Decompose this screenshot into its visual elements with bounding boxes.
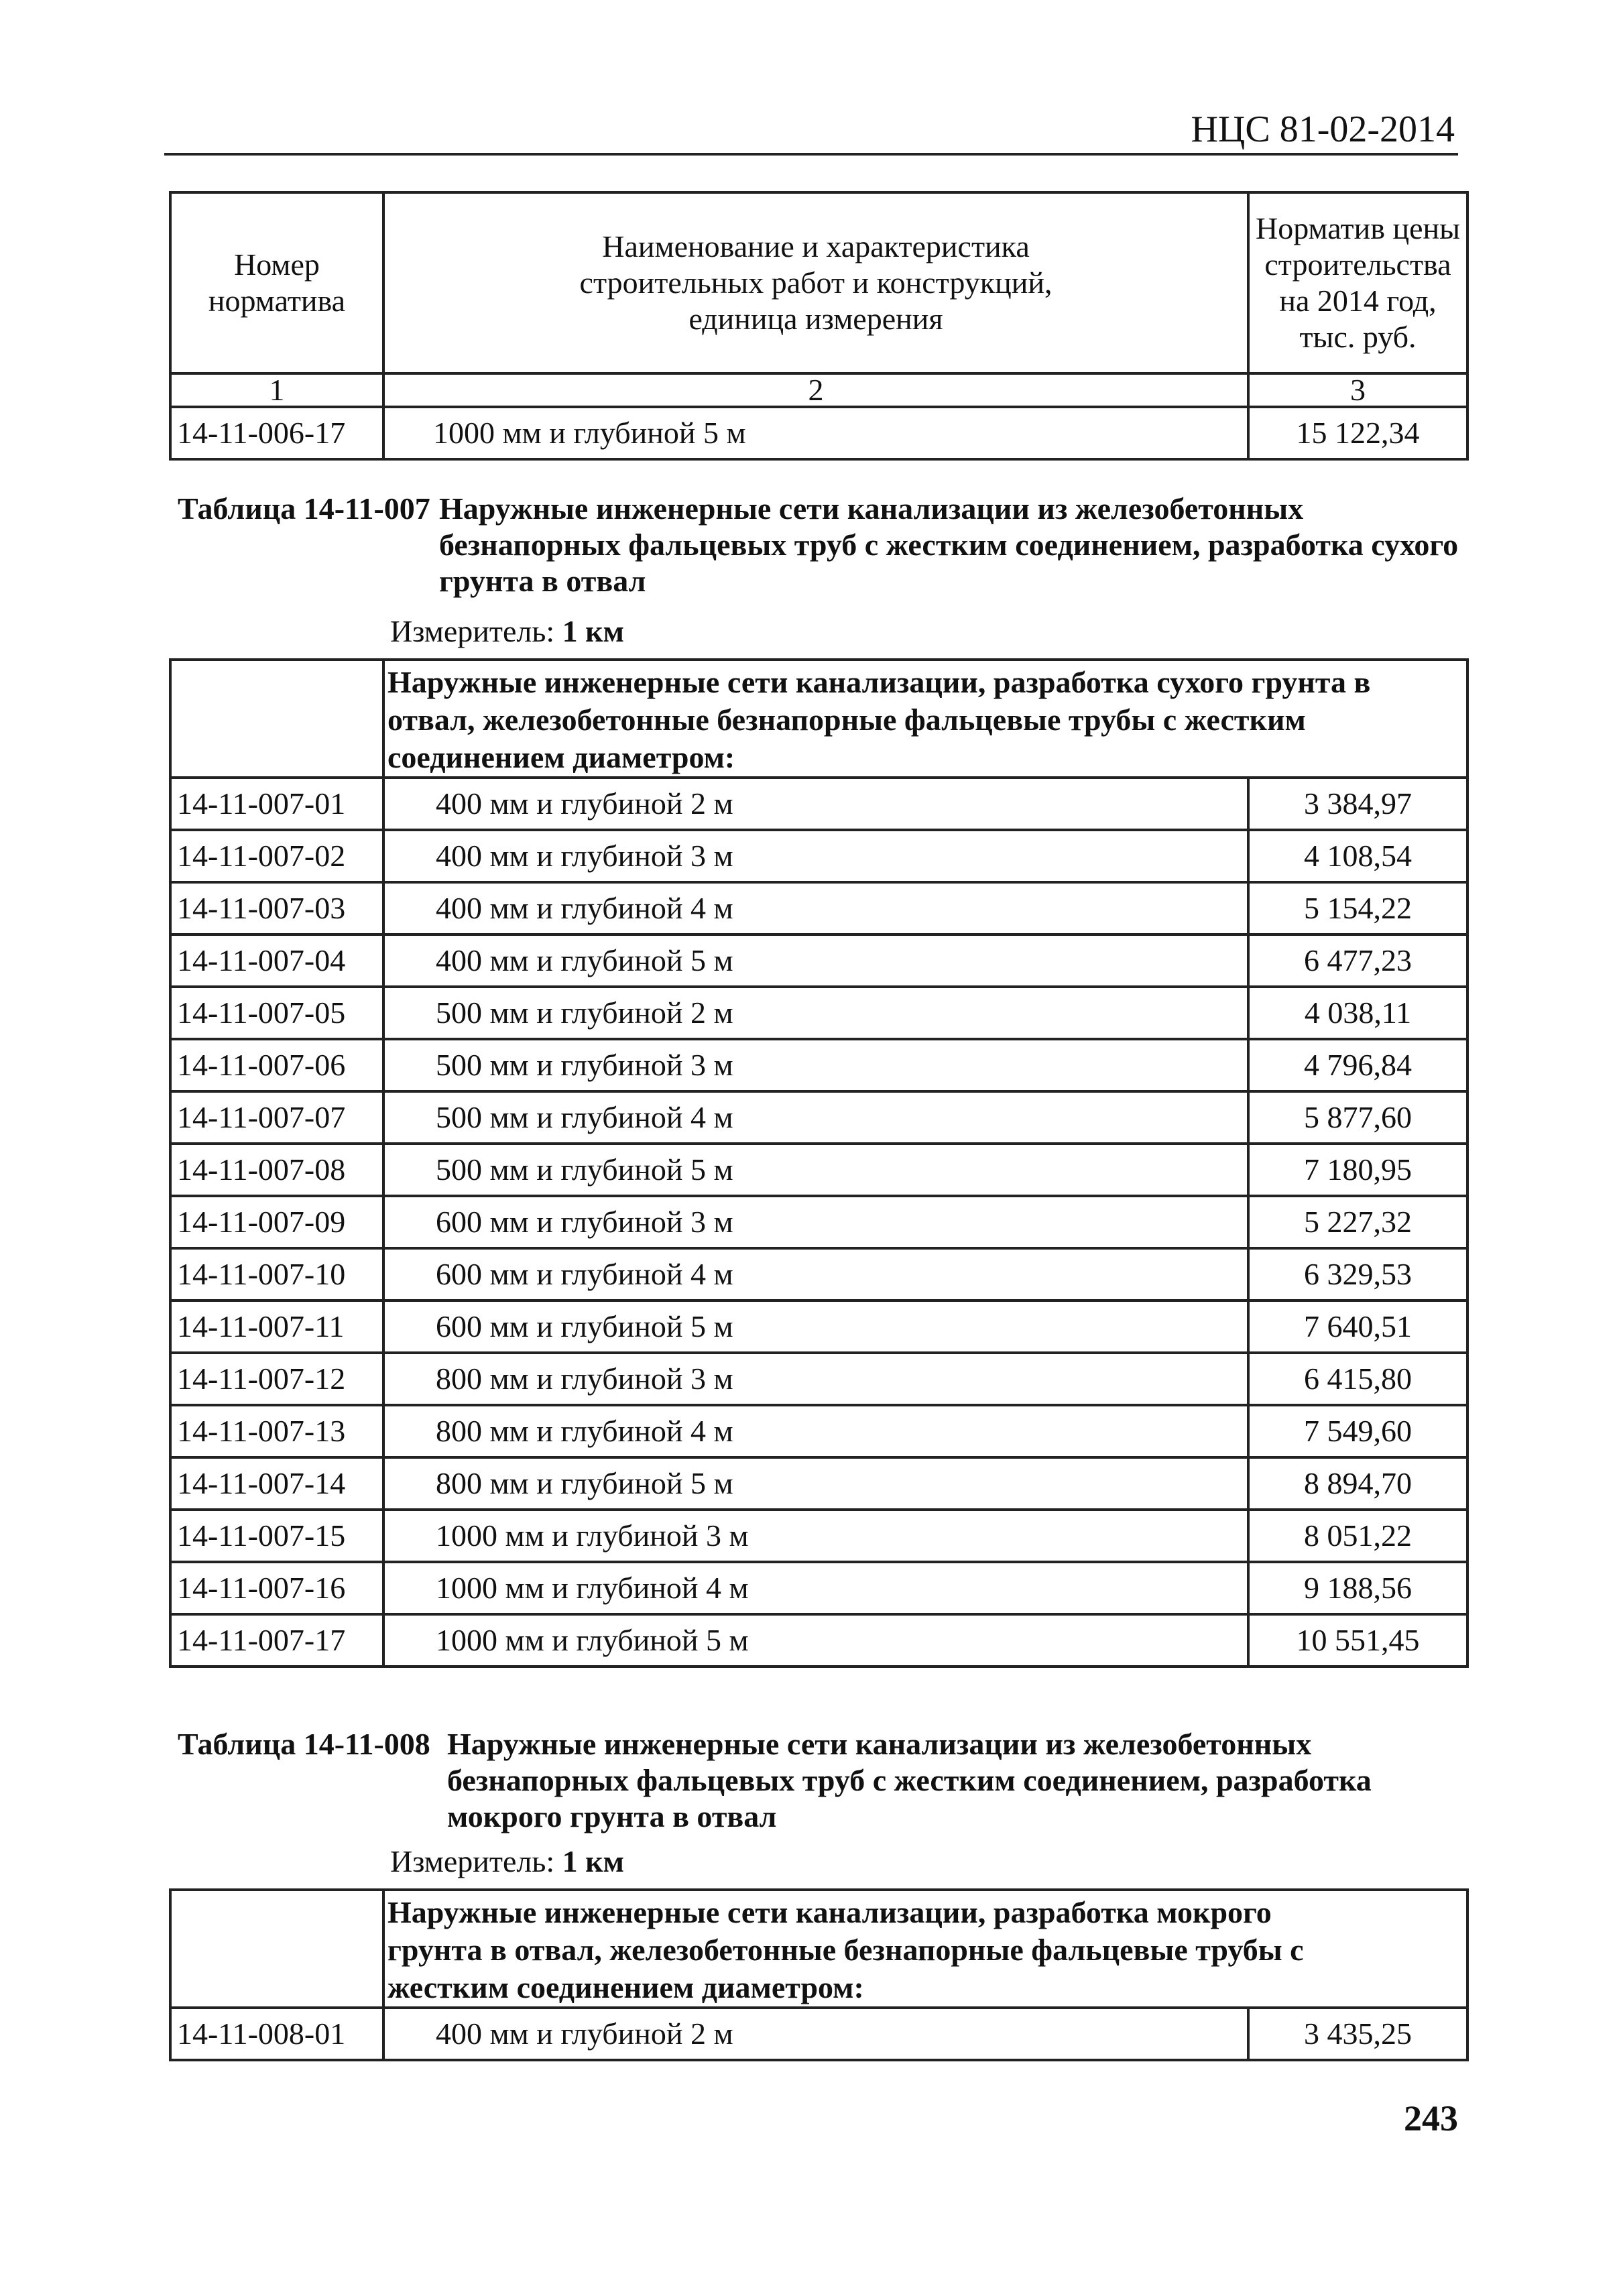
row-name: 600 мм и глубиной 3 м — [383, 1196, 1248, 1248]
column-number: 3 — [1248, 373, 1467, 407]
row-price: 7 549,60 — [1248, 1405, 1467, 1457]
table-row — [170, 1510, 1467, 1562]
table-title-007 — [178, 491, 1471, 605]
row-name: 500 мм и глубиной 2 м — [383, 987, 1248, 1039]
header-rule — [164, 153, 1458, 156]
row-code: 14-11-007-05 — [170, 987, 383, 1039]
column-header-code: Номер норматива — [170, 192, 383, 373]
table-14-11-007 — [169, 658, 1469, 1668]
column-number: 2 — [383, 373, 1248, 407]
row-code: 14-11-007-15 — [170, 1510, 383, 1562]
row-code: 14-11-007-11 — [170, 1301, 383, 1353]
row-price: 6 329,53 — [1248, 1248, 1467, 1301]
table-row — [170, 1562, 1467, 1614]
group-header: Наружные инженерные сети канализации, разработка сухого грунта в отвал, железобетонные безнапорные фальцевые трубы с жестким соединением диаметром: — [383, 660, 1467, 778]
row-price: 7 180,95 — [1248, 1144, 1467, 1196]
table-row — [170, 1614, 1467, 1667]
table-title-008 — [178, 1726, 1471, 1840]
table-row — [170, 987, 1467, 1039]
row-price: 5 154,22 — [1248, 882, 1467, 934]
row-name: 400 мм и глубиной 5 м — [383, 934, 1248, 987]
meter-007 — [390, 613, 624, 650]
row-price: 3 435,25 — [1248, 2008, 1467, 2060]
table-row — [170, 1248, 1467, 1301]
column-header-name: Наименование и характеристика строительных работ и конструкций, единица измерения — [383, 192, 1248, 373]
row-price: 4 796,84 — [1248, 1039, 1467, 1091]
row-name: 800 мм и глубиной 5 м — [383, 1457, 1248, 1510]
row-price: 4 108,54 — [1248, 830, 1467, 882]
row-code: 14-11-007-17 — [170, 1614, 383, 1667]
meter-label: Измеритель: — [390, 614, 555, 648]
row-price: 6 415,80 — [1248, 1353, 1467, 1405]
row-price: 8 894,70 — [1248, 1457, 1467, 1510]
table-row — [170, 830, 1467, 882]
row-name: 1000 мм и глубиной 5 м — [383, 407, 1248, 459]
document-code: НЦС 81-02-2014 — [1191, 109, 1455, 150]
row-code: 14-11-006-17 — [170, 407, 383, 459]
row-price: 10 551,45 — [1248, 1614, 1467, 1667]
group-blank-cell — [170, 1890, 383, 2008]
row-price: 3 384,97 — [1248, 778, 1467, 830]
table-row — [170, 1301, 1467, 1353]
row-name: 400 мм и глубиной 2 м — [383, 2008, 1248, 2060]
row-code: 14-11-007-09 — [170, 1196, 383, 1248]
row-code: 14-11-007-10 — [170, 1248, 383, 1301]
meter-label: Измеритель: — [390, 1844, 555, 1878]
table-14-11-008 — [169, 1888, 1469, 2061]
row-code: 14-11-007-03 — [170, 882, 383, 934]
row-name: 1000 мм и глубиной 3 м — [383, 1510, 1248, 1562]
meter-value: 1 км — [562, 1844, 624, 1878]
row-code: 14-11-007-14 — [170, 1457, 383, 1510]
row-name: 400 мм и глубиной 3 м — [383, 830, 1248, 882]
row-price: 5 877,60 — [1248, 1091, 1467, 1144]
table-row — [170, 1353, 1467, 1405]
row-price: 9 188,56 — [1248, 1562, 1467, 1614]
row-name: 500 мм и глубиной 4 м — [383, 1091, 1248, 1144]
table-row — [170, 2008, 1467, 2060]
table-row — [170, 407, 1467, 459]
row-name: 400 мм и глубиной 2 м — [383, 778, 1248, 830]
meter-value: 1 км — [562, 614, 624, 648]
table-row — [170, 1091, 1467, 1144]
row-price: 15 122,34 — [1248, 407, 1467, 459]
header-table — [169, 191, 1469, 461]
row-code: 14-11-007-02 — [170, 830, 383, 882]
table-row — [170, 1196, 1467, 1248]
row-name: 400 мм и глубиной 4 м — [383, 882, 1248, 934]
row-code: 14-11-007-01 — [170, 778, 383, 830]
table-row — [170, 778, 1467, 830]
row-name: 800 мм и глубиной 3 м — [383, 1353, 1248, 1405]
group-blank-cell — [170, 660, 383, 778]
table-row — [170, 1457, 1467, 1510]
column-number: 1 — [170, 373, 383, 407]
row-price: 7 640,51 — [1248, 1301, 1467, 1353]
table-label: Таблица 14-11-007 — [178, 491, 430, 526]
column-header-price: Норматив цены строительства на 2014 год, тыс. руб. — [1248, 192, 1467, 373]
group-header: Наружные инженерные сети канализации, разработка мокрого грунта в отвал, железобетонные безнапорные фальцевые трубы с жестким соединением диаметром: — [383, 1890, 1467, 2008]
table-row — [170, 882, 1467, 934]
table-row — [170, 1144, 1467, 1196]
row-price: 5 227,32 — [1248, 1196, 1467, 1248]
row-price: 4 038,11 — [1248, 987, 1467, 1039]
row-name: 1000 мм и глубиной 5 м — [383, 1614, 1248, 1667]
row-code: 14-11-008-01 — [170, 2008, 383, 2060]
row-name: 800 мм и глубиной 4 м — [383, 1405, 1248, 1457]
row-name: 500 мм и глубиной 3 м — [383, 1039, 1248, 1091]
row-name: 600 мм и глубиной 5 м — [383, 1301, 1248, 1353]
meter-008 — [390, 1844, 624, 1880]
table-caption: Наружные инженерные сети канализации из железобетонных безнапорных фальцевых труб с жестким соединением, разработка сухого грунта в отвал — [439, 491, 1459, 598]
row-code: 14-11-007-16 — [170, 1562, 383, 1614]
row-code: 14-11-007-13 — [170, 1405, 383, 1457]
row-price: 8 051,22 — [1248, 1510, 1467, 1562]
row-code: 14-11-007-07 — [170, 1091, 383, 1144]
row-code: 14-11-007-12 — [170, 1353, 383, 1405]
row-name: 600 мм и глубиной 4 м — [383, 1248, 1248, 1301]
row-price: 6 477,23 — [1248, 934, 1467, 987]
page-number: 243 — [1404, 2098, 1458, 2138]
table-label: Таблица 14-11-008 — [178, 1727, 430, 1761]
row-code: 14-11-007-08 — [170, 1144, 383, 1196]
row-name: 1000 мм и глубиной 4 м — [383, 1562, 1248, 1614]
table-row — [170, 1039, 1467, 1091]
row-name: 500 мм и глубиной 5 м — [383, 1144, 1248, 1196]
table-row — [170, 934, 1467, 987]
table-row — [170, 1405, 1467, 1457]
table-caption: Наружные инженерные сети канализации из железобетонных безнапорных фальцевых труб с жестким соединением, разработка мокрого грунта в отвал — [447, 1727, 1372, 1833]
row-code: 14-11-007-04 — [170, 934, 383, 987]
row-code: 14-11-007-06 — [170, 1039, 383, 1091]
